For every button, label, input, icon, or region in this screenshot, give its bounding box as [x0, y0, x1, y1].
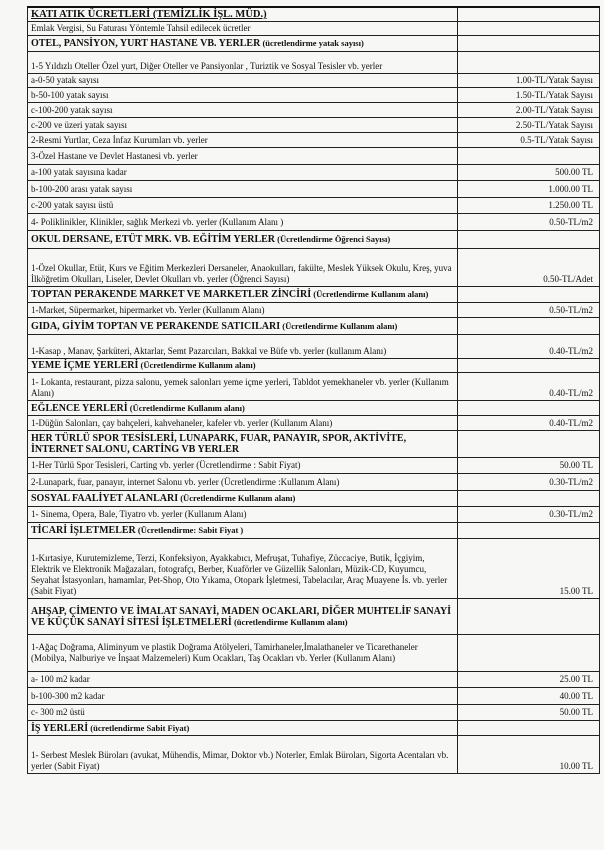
description-text: TOPTAN PERAKENDE MARKET VE MARKETLER ZİNCİRİ	[31, 289, 312, 300]
section-header-row	[28, 431, 600, 458]
pricing-basis-note: (Ücretlendirme Kullanım alanı)	[138, 360, 256, 370]
description-text: 1-5 Yıldızlı Oteller Özel yurt, Diğer Oteller ve Pansiyonlar , Turiztik ve Sosyal Tesisler vb. yerler	[31, 61, 383, 71]
table-row	[28, 672, 600, 688]
item-description	[28, 416, 458, 431]
price-cell: 0.50-TL/m2	[458, 214, 600, 231]
description-text: OTEL, PANSİYON, YURT HASTANE VB. YERLER	[31, 38, 261, 49]
section-title	[28, 36, 458, 52]
pricing-basis-note: (Ücretlendirme: Sabit Fiyat )	[135, 525, 244, 535]
price-cell	[458, 523, 600, 539]
table-row	[28, 52, 600, 74]
item-description	[28, 118, 458, 133]
price-cell: 0.30-TL/m2	[458, 474, 600, 491]
description-text: YEME İÇME YERLERİ	[31, 360, 139, 371]
description-text: OKUL DERSANE, ETÜT MRK. VB. EĞİTİM YERLER	[31, 234, 276, 245]
price-cell: 40.00 TL	[458, 688, 600, 705]
table-row	[28, 133, 600, 148]
description-text: a-100 yatak sayısına kadar	[31, 167, 127, 177]
section-header-row	[28, 36, 600, 52]
section-header-row	[28, 599, 600, 635]
table-row	[28, 214, 600, 231]
section-header-row	[28, 491, 600, 507]
description-text: a- 100 m2 kadar	[31, 674, 90, 684]
description-text: c-100-200 yatak sayısı	[31, 104, 113, 115]
section-title	[28, 431, 458, 458]
description-text: KATI ATIK ÜCRETLERİ (TEMİZLİK İŞL. MÜD.)	[31, 9, 267, 20]
table-row	[28, 88, 600, 103]
table-row	[28, 736, 600, 774]
pricing-basis-note: (ücretlendirme Sabit Fiyat)	[88, 722, 190, 733]
item-description	[28, 52, 458, 74]
description-text: b-100-300 m2 kadar	[31, 690, 105, 701]
fee-table-body	[28, 7, 600, 774]
price-cell: 0.40-TL/m2	[458, 335, 600, 359]
item-description	[28, 635, 458, 672]
item-description	[28, 303, 458, 318]
section-header-row	[28, 318, 600, 335]
item-description	[28, 736, 458, 774]
item-description	[28, 249, 458, 287]
section-header-row	[28, 359, 600, 373]
description-text: c- 300 m2 üstü	[31, 707, 85, 717]
item-description	[28, 103, 458, 118]
price-cell: 0.5-TL/Yatak Sayısı	[458, 133, 600, 148]
item-description	[28, 335, 458, 359]
item-description	[28, 373, 458, 401]
section-header-row	[28, 401, 600, 416]
description-text: 1-Market, Süpermarket, hipermarket vb. Yerler (Kullanım Alanı)	[31, 304, 265, 315]
table-row	[28, 74, 600, 88]
item-description	[28, 74, 458, 88]
table-row	[28, 507, 600, 523]
price-cell: 2.50-TL/Yatak Sayısı	[458, 118, 600, 133]
price-cell: 50.00 TL	[458, 705, 600, 721]
description-text: 1- Sinema, Opera, Bale, Tiyatro vb. yerler (Kullanım Alanı)	[31, 509, 247, 519]
price-cell	[458, 148, 600, 165]
fee-table	[27, 6, 599, 774]
item-description	[28, 705, 458, 721]
price-cell: 0.50-TL/m2	[458, 303, 600, 318]
table-row	[28, 118, 600, 133]
description-text: Emlak Vergisi, Su Faturası Yöntemle Tahsil edilecek ücretler	[31, 23, 251, 33]
section-title	[28, 318, 458, 335]
price-cell: 50.00 TL	[458, 458, 600, 474]
section-title	[28, 287, 458, 303]
description-text: b-100-200 arası yatak sayısı	[31, 183, 133, 194]
price-cell: 0.40-TL/m2	[458, 416, 600, 431]
section-header-row	[28, 287, 600, 303]
price-cell: 500.00 TL	[458, 165, 600, 181]
price-cell: 1.000.00 TL	[458, 181, 600, 198]
description-text: 2-Lunapark, fuar, panayır, internet Salonu vb. yerler (Ücretlendirme :Kullanım Alanı)	[31, 476, 340, 487]
description-text: 2-Resmi Yurtlar, Ceza İnfaz Kurumları vb. yerler	[31, 134, 208, 145]
description-text: 3-Özel Hastane ve Devlet Hastanesi vb. yerler	[31, 150, 198, 161]
section-title	[28, 523, 458, 539]
price-cell	[458, 491, 600, 507]
section-title	[28, 401, 458, 416]
description-text: EĞLENCE YERLERİ	[31, 402, 128, 414]
price-cell: 1.50-TL/Yatak Sayısı	[458, 88, 600, 103]
pricing-basis-note: (Ücretlendirme Kullanım alanı)	[280, 320, 398, 331]
description-text: TİCARİ İŞLETMELER	[31, 525, 136, 536]
description-text: a-0-50 yatak sayısı	[31, 75, 99, 85]
table-row	[28, 165, 600, 181]
section-header-row	[28, 721, 600, 736]
table-row	[28, 181, 600, 198]
item-description	[28, 214, 458, 231]
section-title	[28, 491, 458, 507]
table-row	[28, 249, 600, 287]
price-cell: 0.50-TL/Adet	[458, 249, 600, 287]
item-description	[28, 474, 458, 491]
item-description	[28, 688, 458, 705]
table-row	[28, 335, 600, 359]
table-row	[28, 416, 600, 431]
price-cell	[458, 359, 600, 373]
price-cell: 1.00-TL/Yatak Sayısı	[458, 74, 600, 88]
price-cell: 0.40-TL/m2	[458, 373, 600, 401]
section-title	[28, 359, 458, 373]
table-row	[28, 688, 600, 705]
pricing-basis-note: (Ücretlendirme Öğrenci Sayısı)	[275, 234, 391, 244]
description-text: İŞ YERLERİ	[31, 722, 89, 734]
table-row	[28, 705, 600, 721]
description-text: b-50-100 yatak sayısı	[31, 89, 109, 100]
item-description	[28, 22, 458, 36]
price-cell	[458, 318, 600, 335]
description-text: AHŞAP, ÇİMENTO VE İMALAT SANAYİ, MADEN OCAKLARI, DİĞER MUHTELİF SANAYİ VE KÜÇÜK SANAYİ SİTESİ İŞLETMELERİ	[31, 605, 452, 628]
item-description	[28, 88, 458, 103]
item-description	[28, 133, 458, 148]
pricing-basis-note: (Ücretlendirme Kullanım alanı)	[178, 493, 296, 503]
table-title	[28, 7, 458, 22]
table-row	[28, 373, 600, 401]
item-description	[28, 181, 458, 198]
table-row	[28, 635, 600, 672]
description-text: 1- Serbest Meslek Büroları (avukat, Mühendis, Mimar, Doktor vb.) Noterler, Emlak Büroları, Sigorta Acentaları vb. yerler (Sabit Fiyat)	[31, 750, 449, 771]
price-cell: 2.00-TL/Yatak Sayısı	[458, 103, 600, 118]
pricing-basis-note: (ücretlendirme Kullanım alanı)	[231, 616, 348, 627]
item-description	[28, 539, 458, 599]
description-text: c-200 ve üzeri yatak sayısı	[31, 119, 127, 130]
price-cell	[458, 7, 600, 22]
price-cell	[458, 22, 600, 36]
pricing-basis-note: (ücretlendirme yatak sayısı)	[260, 38, 364, 48]
item-description	[28, 198, 458, 214]
table-title-row	[28, 7, 600, 22]
table-row	[28, 458, 600, 474]
table-row	[28, 474, 600, 491]
description-text: c-200 yatak sayısı üstü	[31, 200, 114, 210]
price-cell	[458, 287, 600, 303]
description-text: 1-Her Türlü Spor Tesisleri, Carting vb. yerler (Ücretlendirme : Sabit Fiyat)	[31, 460, 301, 470]
section-title	[28, 231, 458, 249]
price-cell	[458, 721, 600, 736]
item-description	[28, 672, 458, 688]
item-description	[28, 148, 458, 165]
description-text: 1-Düğün Salonları, çay bahçeleri, kahvehaneler, kafeler vb. yerler (Kullanım Alanı)	[31, 417, 333, 428]
item-description	[28, 458, 458, 474]
price-cell	[458, 52, 600, 74]
price-cell: 0.30-TL/m2	[458, 507, 600, 523]
section-title	[28, 599, 458, 635]
description-text: 4- Poliklinikler, Klinikler, sağlık Merkezi vb. yerler (Kullanım Alanı )	[31, 216, 284, 227]
price-cell	[458, 401, 600, 416]
price-cell	[458, 231, 600, 249]
description-text: 1-Özel Okullar, Etüt, Kurs ve Eğitim Merkezleri Dersaneler, Anaokulları, fakülte, Meslek Yüksek Okulu, Kreş, yuva İlköğretim Okulları, Liseler, Devlet Okulları vb. yerler (Öğrenci Sayısı)	[31, 263, 452, 284]
item-description	[28, 165, 458, 181]
table-row	[28, 148, 600, 165]
price-cell	[458, 635, 600, 672]
table-row	[28, 22, 600, 36]
description-text: HER TÜRLÜ SPOR TESİSLERİ, LUNAPARK, FUAR, PANAYIR, SPOR, AKTİVİTE, İNTERNET SALONU, CARTİNG VB YERLER	[31, 433, 407, 455]
price-cell: 25.00 TL	[458, 672, 600, 688]
item-description	[28, 507, 458, 523]
table-row	[28, 303, 600, 318]
section-header-row	[28, 523, 600, 539]
price-cell	[458, 36, 600, 52]
price-cell: 15.00 TL	[458, 539, 600, 599]
description-text: SOSYAL FAALİYET ALANLARI	[31, 493, 179, 504]
table-row	[28, 103, 600, 118]
description-text: 1-Ağaç Doğrama, Aliminyum ve plastik Doğrama Atölyeleri, Tamirhaneler,İmalathaneler ve Ticarethaneler (Mobilya, Nalburiye ve İnşaat Malzemeleri) Kum Ocakları, Taş Ocakları vb. Yerler (Kullanım Alanı)	[31, 642, 418, 663]
pricing-basis-note: (Ücretlendirme Kullanım alanı)	[311, 289, 429, 299]
price-cell	[458, 599, 600, 635]
table-row	[28, 198, 600, 214]
table-row	[28, 539, 600, 599]
price-cell: 1.250.00 TL	[458, 198, 600, 214]
description-text: 1-Kasap , Manav, Şarküteri, Aktarlar, Semt Pazarcıları, Bakkal ve Büfe vb. yerler (kullanım Alanı)	[31, 346, 387, 356]
section-title	[28, 721, 458, 736]
price-cell	[458, 431, 600, 458]
price-cell: 10.00 TL	[458, 736, 600, 774]
pricing-basis-note: (Ücretlendirme Kullanım alanı)	[127, 402, 245, 413]
description-text: GIDA, GİYİM TOPTAN VE PERAKENDE SATICILARI	[31, 320, 281, 332]
description-text: 1-Kırtasiye, Kurutemizleme, Terzi, Konfeksiyon, Ayakkabıcı, Mefruşat, Tuhafiye, Züccaciye, Butik, İçgiyim, Elektrik ve Elektronik Mağazaları, fotografçı, Berber, Kuaförler ve Güzellik Salonları, Müzik-CD, Kuyumcu, Seyahat İstasyonları, hamamlar, Pet-Shop, Oto Yıkama, Otopark İşletmesi, Tabelacılar, Araç Muayene İs. vb. yerler (Sabit Fiyat)	[31, 553, 448, 596]
description-text: 1- Lokanta, restaurant, pizza salonu, yemek salonları yeme içme yerleri, Tabldot yemekhaneler vb. yerler (Kullanım Alanı)	[31, 377, 449, 398]
section-header-row	[28, 231, 600, 249]
